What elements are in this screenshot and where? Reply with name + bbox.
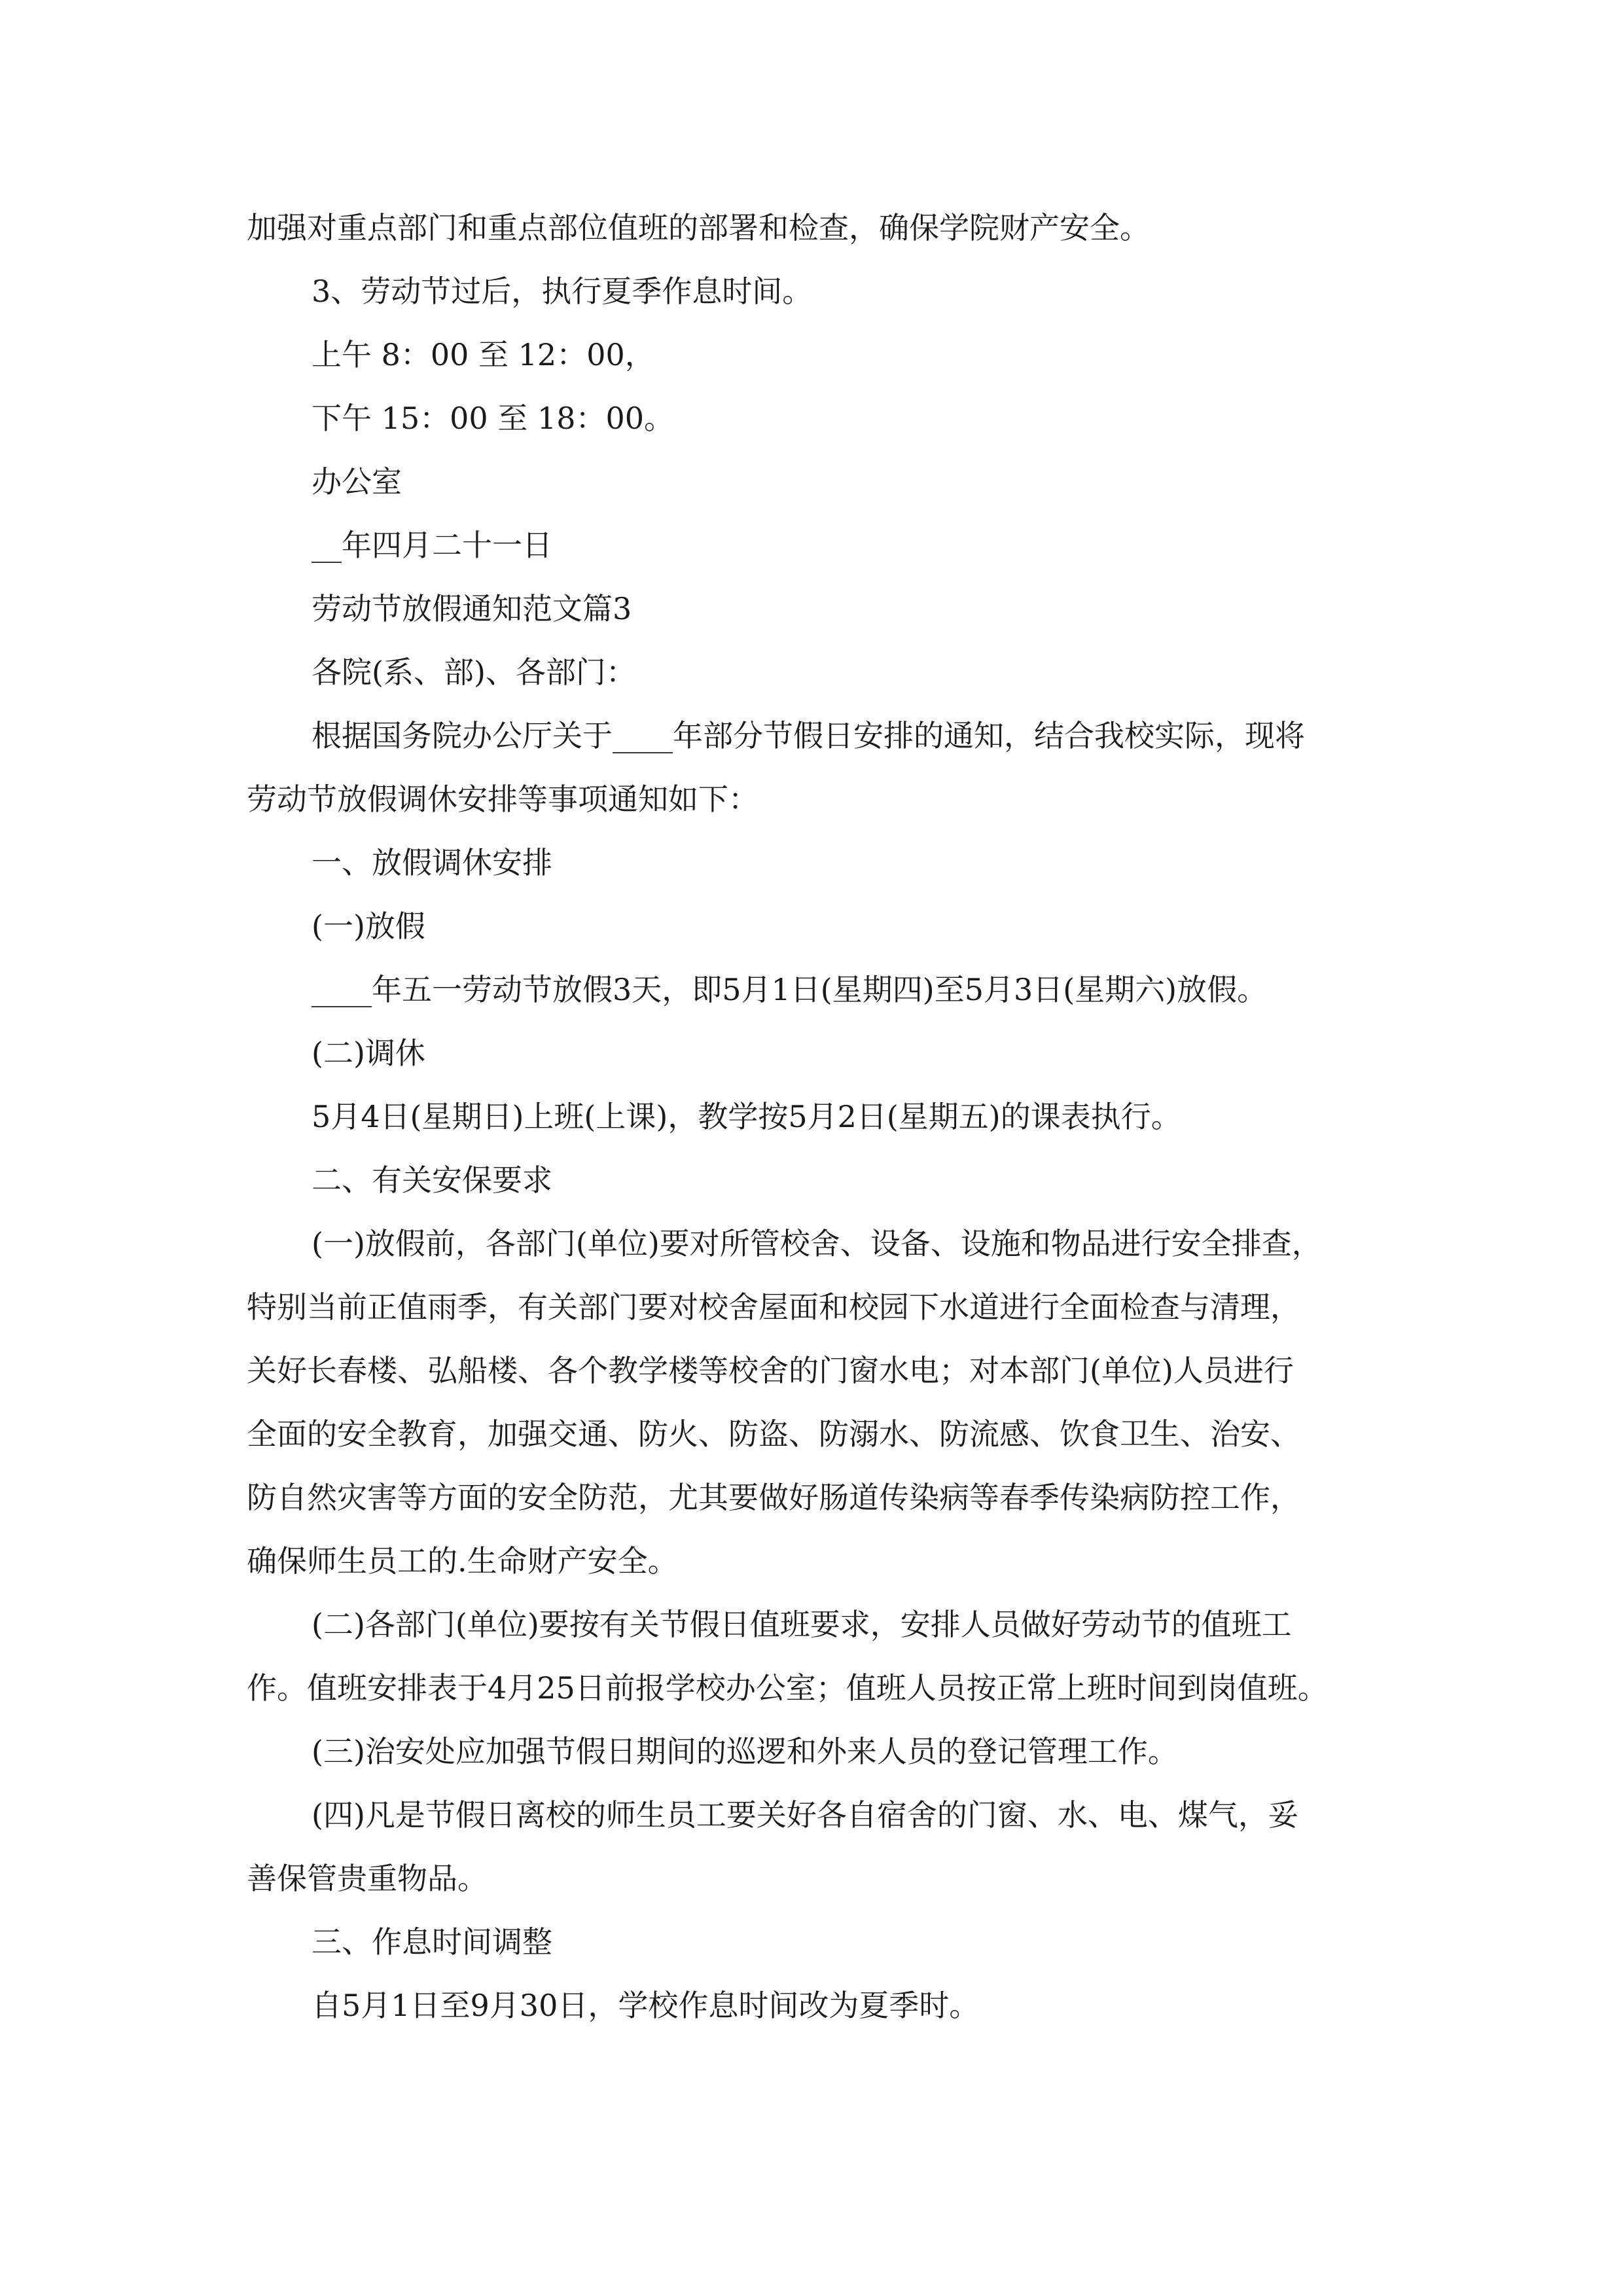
text-line: 下午 15：00 至 18：00。	[312, 401, 674, 436]
text-line: 3、劳动节过后，执行夏季作息时间。	[312, 274, 813, 309]
text-line: 关好长春楼、弘船楼、各个教学楼等校舍的门窗水电；对本部门(单位)人员进行	[247, 1353, 1294, 1388]
text-line: 劳动节放假调休安排等事项通知如下：	[247, 781, 758, 817]
subheading-line: (二)调休	[312, 1035, 425, 1071]
text-line: (四)凡是节假日离校的师生员工要关好各自宿舍的门窗、水、电、煤气，妥	[312, 1797, 1298, 1833]
heading-line: 一、放假调休安排	[312, 845, 552, 880]
text-line: 上午 8：00 至 12：00，	[312, 337, 655, 372]
text-line: 作。值班安排表于4月25日前报学校办公室；值班人员按正常上班时间到岗值班。	[247, 1670, 1328, 1706]
document-body	[247, 196, 1399, 2037]
signature-date: __年四月二十一日	[312, 528, 552, 563]
signature-office: 办公室	[312, 464, 402, 499]
text-line: 自5月1日至9月30日，学校作息时间改为夏季时。	[312, 1988, 980, 2023]
text-line: 特别当前正值雨季，有关部门要对校舍屋面和校园下水道进行全面检查与清理，	[247, 1289, 1300, 1325]
heading-line: 三、作息时间调整	[312, 1924, 552, 1960]
text-line: ____年五一劳动节放假3天，即5月1日(星期四)至5月3日(星期六)放假。	[312, 972, 1268, 1007]
text-line: (一)放假前，各部门(单位)要对所管校舍、设备、设施和物品进行安全排查，	[312, 1226, 1322, 1261]
heading-line: 二、有关安保要求	[312, 1162, 552, 1198]
text-line: (二)各部门(单位)要按有关节假日值班要求，安排人员做好劳动节的值班工	[312, 1607, 1292, 1642]
text-line: 确保师生员工的.生命财产安全。	[247, 1543, 678, 1579]
text-line: 防自然灾害等方面的安全防范，尤其要做好肠道传染病等春季传染病防控工作，	[247, 1480, 1300, 1515]
text-line: 根据国务院办公厅关于____年部分节假日安排的通知，结合我校实际，现将	[312, 718, 1305, 753]
salutation: 各院(系、部)、各部门：	[312, 655, 636, 690]
subheading-line: (一)放假	[312, 908, 425, 944]
text-line: 善保管贵重物品。	[247, 1861, 488, 1896]
text-line: 加强对重点部门和重点部位值班的部署和检查，确保学院财产安全。	[247, 210, 1150, 245]
text-line: 全面的安全教育，加强交通、防火、防盗、防溺水、防流感、饮食卫生、治安、	[247, 1416, 1300, 1452]
text-line: (三)治安处应加强节假日期间的巡逻和外来人员的登记管理工作。	[312, 1734, 1178, 1769]
text-line: 5月4日(星期日)上班(上课)，教学按5月2日(星期五)的课表执行。	[312, 1099, 1181, 1134]
section-title: 劳动节放假通知范文篇3	[312, 591, 632, 626]
